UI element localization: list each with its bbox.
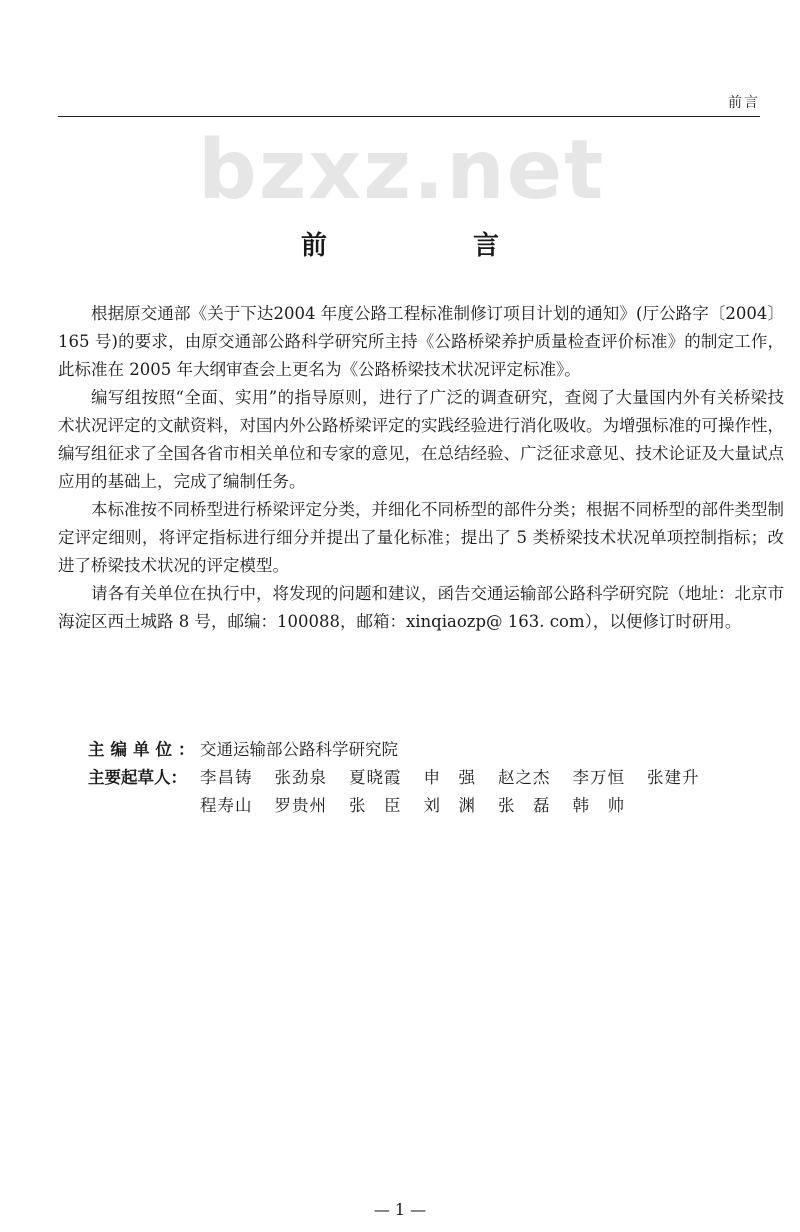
drafter-name: 张建升 xyxy=(647,768,700,787)
drafter-name: 夏晓霞 xyxy=(349,768,402,787)
drafter-name: 张 磊 xyxy=(498,796,551,815)
paragraph-1: 根据原交通部《关于下达2004 年度公路工程标准制修订项目计划的通知》(厅公路字〔2004〕165 号)的要求，由原交通部公路科学研究所主持《公路桥梁养护质量检查评价标准》的制定工作，此标准在 2005 年大纲审查会上更名为《公路桥梁技术状况评定标准》。 xyxy=(58,304,784,379)
editor-unit-row xyxy=(88,736,784,764)
drafters-row xyxy=(88,764,784,820)
drafter-name: 罗贵州 xyxy=(274,796,327,815)
paragraph-3: 本标准按不同桥型进行桥梁评定分类，并细化不同桥型的部件分类；根据不同桥型的部件类型制定评定细则，将评定指标进行细分并提出了量化标准；提出了 5 类桥梁技术状况单项控制指标；改进了桥梁技术状况的评定模型。 xyxy=(58,500,784,575)
drafter-name: 申 强 xyxy=(423,768,476,787)
drafter-name: 张劲泉 xyxy=(274,768,327,787)
paragraph-2: 编写组按照“全面、实用”的指导原则，进行了广泛的调查研究，查阅了大量国内外有关桥梁技术状况评定的文献资料，对国内外公路桥梁评定的实践经验进行消化吸收。为增强标准的可操作性，编写组征求了全国各省市相关单位和专家的意见，在总结经验、广泛征求意见、技术论证及大量试点应用的基础上，完成了编制任务。 xyxy=(58,388,784,491)
preface-body xyxy=(58,300,784,636)
drafter-name: 赵之杰 xyxy=(498,768,551,787)
drafter-name: 李万恒 xyxy=(572,768,625,787)
header-rule xyxy=(58,116,760,117)
paragraph-4: 请各有关单位在执行中，将发现的问题和建议，函告交通运输部公路科学研究院（地址：北京市海淀区西土城路 8 号，邮编：100088，邮箱：xinqiaozp@ 163. com），以便修订时研用。 xyxy=(58,584,784,631)
editor-unit-value: 交通运输部公路科学研究院 xyxy=(200,740,398,759)
page-number: — 1 — xyxy=(373,1200,427,1219)
credits-block xyxy=(88,736,784,820)
drafters-label: 主要起草人： xyxy=(88,768,187,787)
editor-unit-label: 主编单位： xyxy=(88,740,201,759)
drafter-name: 李昌铸 xyxy=(200,768,253,787)
running-header-title: 前言 xyxy=(728,95,760,111)
drafter-name: 张 臣 xyxy=(349,796,402,815)
drafters-list xyxy=(200,764,760,820)
drafter-name: 韩 帅 xyxy=(572,796,625,815)
drafter-name: 程寿山 xyxy=(200,796,253,815)
drafter-name: 刘 渊 xyxy=(423,796,476,815)
watermark-text: bzxz.net xyxy=(198,123,606,218)
page-title: 前 言 xyxy=(300,231,559,262)
